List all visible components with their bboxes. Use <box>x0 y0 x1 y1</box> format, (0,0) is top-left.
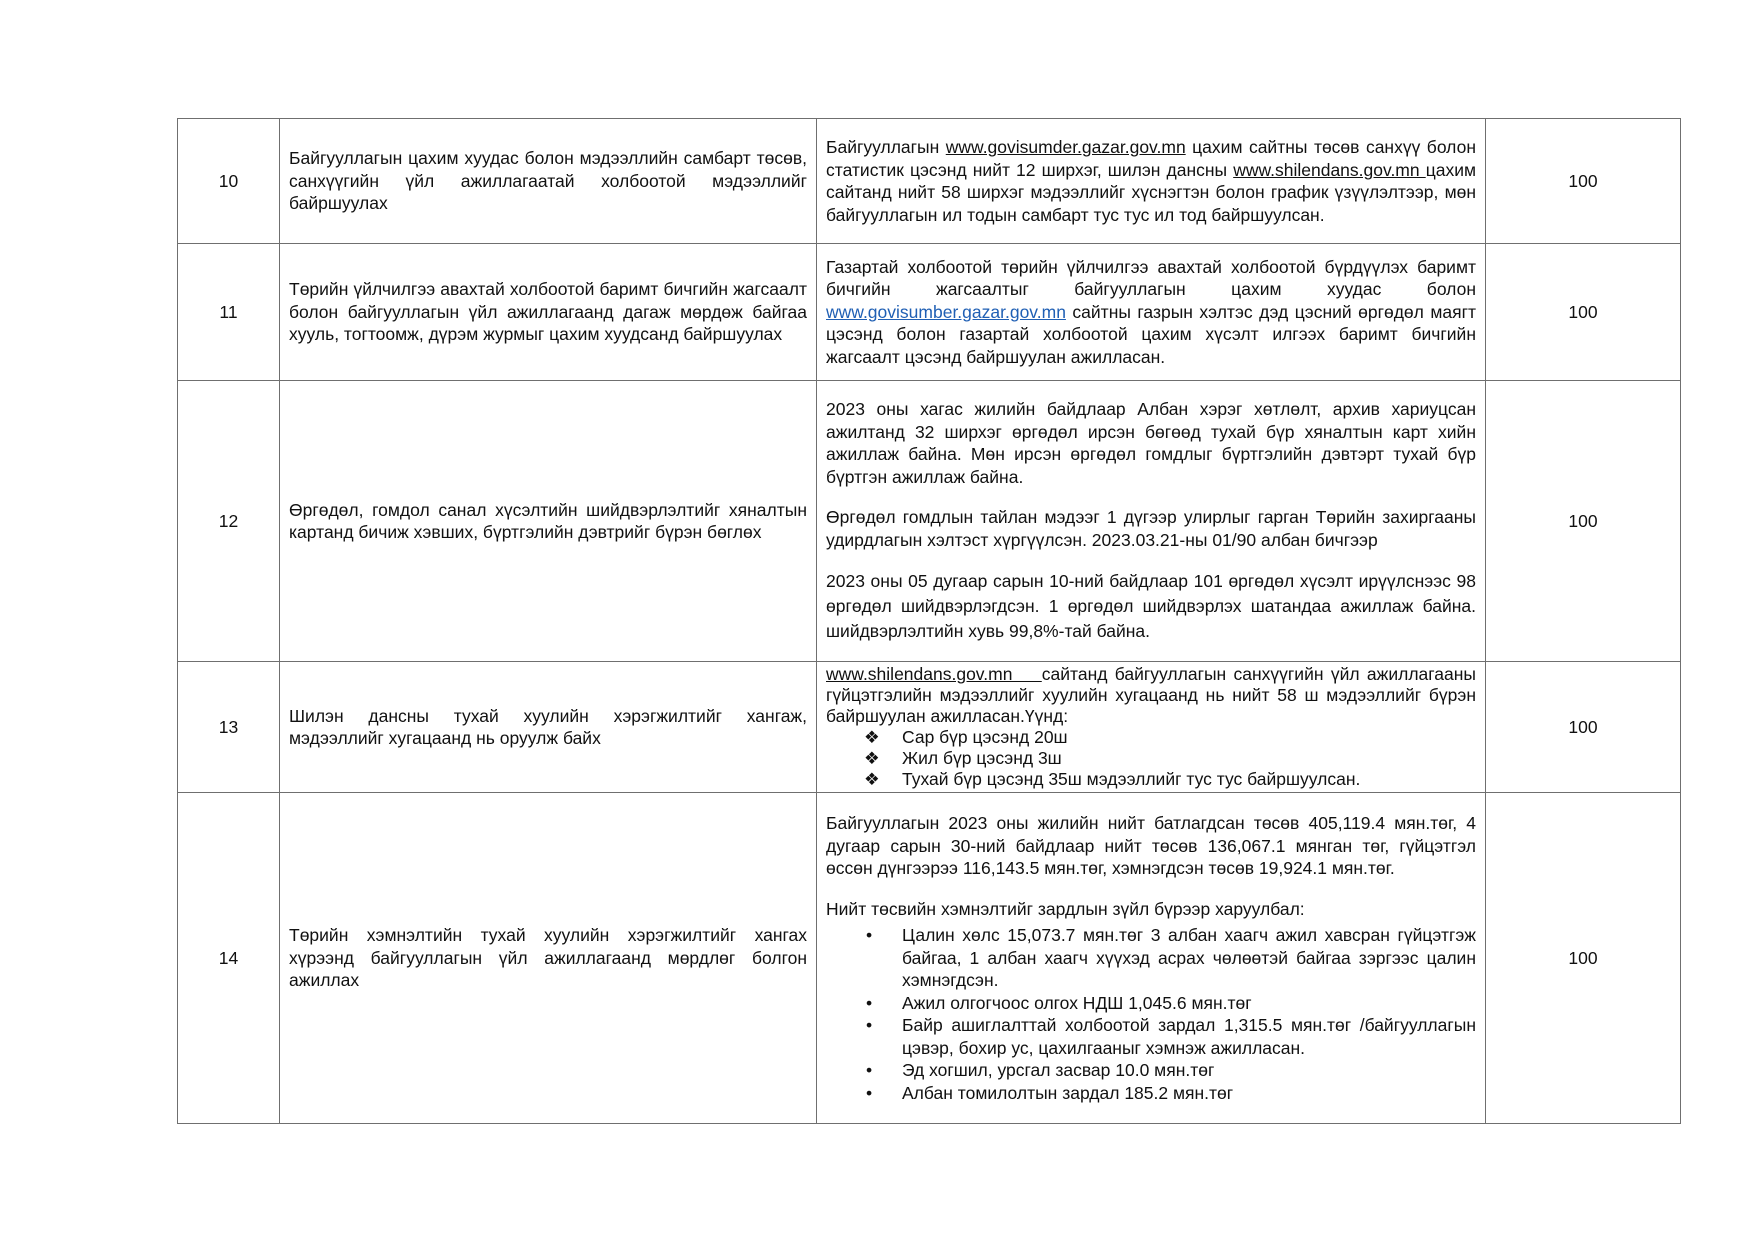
row-number: 11 <box>178 244 280 381</box>
text: цахим сайтанд нийт 58 ширхэг мэдээллийг хүснэгтэн болон график үзүүлэлтээр, мөн байгууллагын ил тодын самбарт тус тус ил тод байршуулсан. <box>826 159 1477 225</box>
row-number: 14 <box>178 793 280 1124</box>
description-paragraph <box>826 664 1476 727</box>
list-item-text: Тухай бүр цэсэнд 35ш мэдээллийг тус тус байршуулсан. <box>902 769 1361 789</box>
website-link[interactable]: www.govisumber.gazar.gov.mn <box>826 301 1066 322</box>
list-item <box>864 1014 1476 1059</box>
task-cell: Шилэн дансны тухай хуулийн хэрэгжилтийг хангаж, мэдээллийг хугацаанд нь оруулж байх <box>280 662 817 793</box>
description-paragraph <box>826 256 1476 369</box>
table-row <box>178 793 1681 1124</box>
list-item-text: Жил бүр цэсэнд 3ш <box>902 748 1062 768</box>
list-item <box>864 1082 1476 1105</box>
report-table <box>177 118 1681 1124</box>
task-cell: Өргөдөл, гомдол санал хүсэлтийн шийдвэрлэлтийг хяналтын картанд бичиж хэвших, бүртгэлийн дэвтрийг бүрэн бөглөх <box>280 381 817 662</box>
list-item <box>864 727 1476 748</box>
bullet-icon: • <box>866 1060 873 1080</box>
description-paragraph: 2023 оны хагас жилийн байдлаар Албан хэрэг хөтлөлт, архив хариуцсан ажилтанд 32 ширхэг өргөдөл ирсэн бөгөөд тухай бүр хяналтын карт хийн ажиллаж байна. Мөн ирсэн өргөдөл гомдлыг бүртгэлийн дэвтэрт тухай бүр бүртгэн ажиллаж байна. <box>826 399 1476 487</box>
row-number: 12 <box>178 381 280 662</box>
table-row <box>178 381 1681 662</box>
text: сайтанд байгууллагын санхүүгийн үйл ажиллагааны гүйцэтгэлийн мэдээллийг хуулийн хугацаанд нь нийт 58 ш мэдээллийг бүрэн байршуулан ажилласан.Үүнд: <box>826 664 1476 726</box>
website-link[interactable]: www.shilendans.gov.mn <box>1233 159 1426 180</box>
text: Байгууллагын <box>826 137 946 157</box>
description-paragraph: Өргөдөл гомдлын тайлан мэдээг 1 дүгээр улирлыг гарган Төрийн захиргааны удирдлагын хэлтэст хүргүүлсэн. 2023.03.21-ны 01/90 албан бичгээр <box>826 507 1476 550</box>
description-paragraph: Байгууллагын 2023 оны жилийн нийт батлагдсан төсөв 405,119.4 мян.төг, 4 дугаар сарын 30-ний байдлаар нийт төсөв 136,067.1 мянган төг, гүйцэтгэл өссөн дүнгээрээ 116,143.5 мян.төг, хэмнэгдсэн төсөв 19,924.1 мян.төг. <box>826 813 1476 878</box>
list-item <box>864 992 1476 1015</box>
website-link[interactable]: www.shilendans.gov.mn <box>826 664 1042 684</box>
diamond-bullet-icon: ❖ <box>864 748 880 768</box>
text: сайтны газрын хэлтэс дэд цэсний өргөдөл маягт цэсэнд болон газартай холбоотой цахим хүсэлт илгээх баримт бичгийн жагсаалт цэсэнд байршуулан ажилласан. <box>826 301 1476 367</box>
score-cell: 100 <box>1486 119 1681 244</box>
list-item <box>864 769 1476 790</box>
row-number: 13 <box>178 662 280 793</box>
bullet-list <box>826 924 1476 1104</box>
task-cell: Байгууллагын цахим хуудас болон мэдээллийн самбарт төсөв, санхүүгийн үйл ажиллагаатай холбоотой мэдээллийг байршуулах <box>280 119 817 244</box>
row-number: 10 <box>178 119 280 244</box>
score-cell: 100 <box>1486 381 1681 662</box>
text: цахим сайтны төсөв санхүү болон статистик цэсэнд нийт 12 ширхэг, шилэн дансны <box>826 137 1476 180</box>
bullet-icon: • <box>866 1082 873 1103</box>
description-paragraph: Нийт төсвийн хэмнэлтийг зардлын зүйл бүрээр харуулбал: <box>826 898 1305 919</box>
list-item-text: Цалин хөлс 15,073.7 мян.төг 3 албан хаагч ажил хавсран гүйцэтгэж байгаа, 1 албан хаагч хүүхэд асрах чөлөөтэй байгаа зэргээс цалин хэмнэгдсэн. <box>902 925 1476 990</box>
description-cell <box>817 244 1486 381</box>
description-cell <box>817 381 1486 662</box>
list-item <box>864 1059 1476 1082</box>
list-item <box>864 924 1476 992</box>
diamond-bullet-icon: ❖ <box>864 769 880 789</box>
list-item-text: Сар бүр цэсэнд 20ш <box>902 727 1068 747</box>
score-cell: 100 <box>1486 662 1681 793</box>
description-paragraph: 2023 оны 05 дугаар сарын 10-ний байдлаар 101 өргөдөл хүсэлт ирүүлснээс 98 өргөдөл шийдвэрлэгдсэн. 1 өргөдөл шийдвэрлэх шатандаа ажиллаж байна. шийдвэрлэлтийн хувь 99,8%-тай байна. <box>826 571 1476 641</box>
score-cell: 100 <box>1486 244 1681 381</box>
task-cell: Төрийн хэмнэлтийн тухай хуулийн хэрэгжилтийг хангах хүрээнд байгууллагын үйл ажиллагаанд мөрдлөг болгон ажиллах <box>280 793 817 1124</box>
table-row <box>178 244 1681 381</box>
bullet-icon: • <box>866 1015 873 1035</box>
table-row <box>178 119 1681 244</box>
description-cell <box>817 119 1486 244</box>
list-item-text: Эд хогшил, урсгал засвар 10.0 мян.төг <box>902 1060 1215 1080</box>
list-item <box>864 748 1476 769</box>
list-item-text: Ажил олгогчоос олгох НДШ 1,045.6 мян.төг <box>902 992 1252 1013</box>
task-cell: Төрийн үйлчилгээ авахтай холбоотой баримт бичгийн жагсаалт болон байгууллагын үйл ажиллагаанд дагаж мөрдөж байгаа хууль, тогтоомж, дүрэм журмыг цахим хуудсанд байршуулах <box>280 244 817 381</box>
description-paragraph <box>826 136 1476 226</box>
description-cell <box>817 662 1486 793</box>
table-row <box>178 662 1681 793</box>
bullet-icon: • <box>866 992 873 1013</box>
bullet-list <box>826 727 1476 790</box>
list-item-text: Байр ашиглалттай холбоотой зардал 1,315.5 мян.төг /байгууллагын цэвэр, бохир ус, цахилгааныг хэмнэж ажилласан. <box>902 1015 1476 1058</box>
website-link[interactable]: www.govisumder.gazar.gov.mn <box>945 137 1186 157</box>
list-item-text: Албан томилолтын зардал 185.2 мян.төг <box>902 1082 1234 1103</box>
score-cell: 100 <box>1486 793 1681 1124</box>
description-cell <box>817 793 1486 1124</box>
diamond-bullet-icon: ❖ <box>864 727 880 747</box>
bullet-icon: • <box>866 925 873 945</box>
text: Газартай холбоотой төрийн үйлчилгээ авахтай холбоотой бүрдүүлэх баримт бичгийн жагсаалтыг байгууллагын цахим хуудас болон <box>826 256 1476 300</box>
